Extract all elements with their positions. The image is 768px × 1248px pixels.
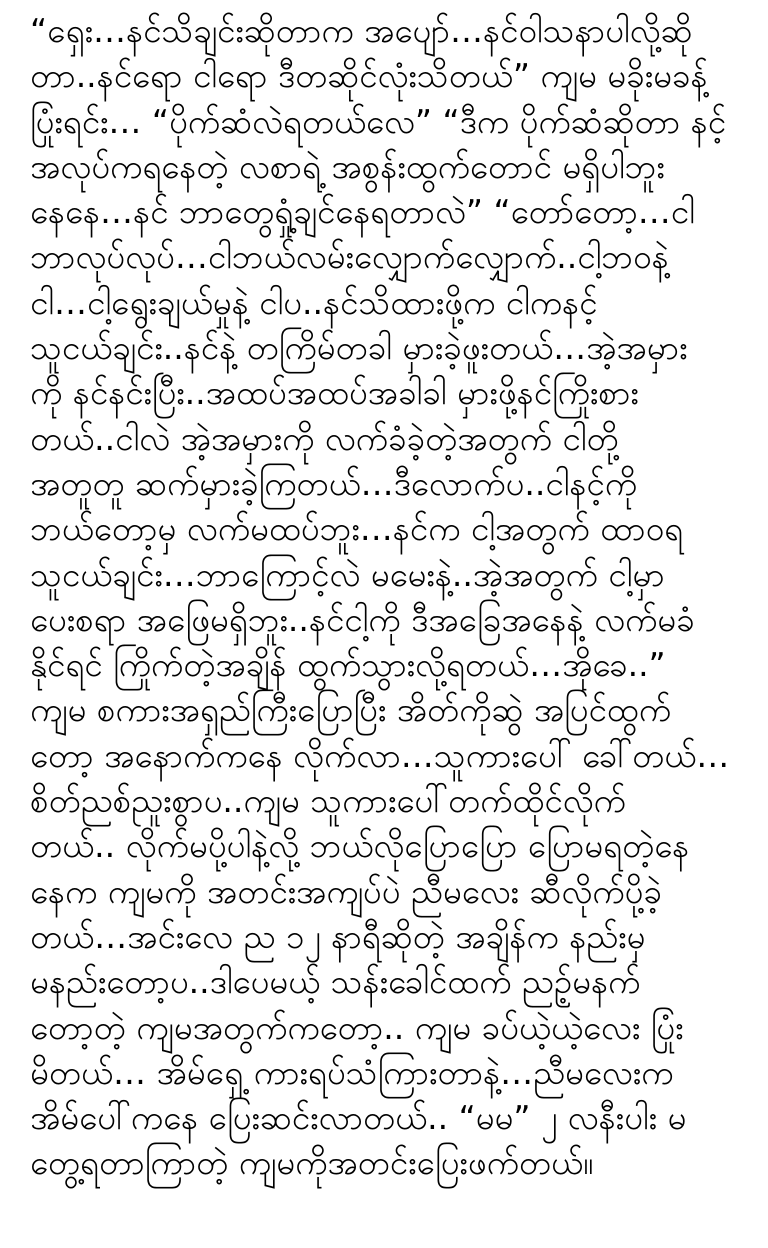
text-line-3: ပြုံးရင်း… “ပိုက်ဆံလဲရတယ်လေ” “ဒီက ပိုက်ဆံဆိုတာ နင့် — [30, 101, 727, 141]
text-line-24: မိတယ်… အိမ်ရှေ့ ကားရပ်သံကြားတာနဲ့…ညီမလေးက — [30, 1052, 674, 1092]
text-line-18: စိတ်ညစ်ညူးစွာပ..ကျမ သူကားပေါ်တက်ထိုင်လိုက် — [30, 781, 626, 821]
text-line-22: မနည်းတော့ပ..ဒါပေမယ့် သန်းခေါင်ထက် ညဥ့်မနက် — [30, 962, 641, 1002]
text-line-5: နေနေ…နင် ဘာတွေရှုံ့ချင်နေရတာလဲ” “တော်တော့…ငါ — [30, 192, 695, 232]
text-line-1: “ရှေး…နင်သိချင်းဆိုတာက အပျော်…နင်ဝါသနာပါလို့ဆို — [30, 11, 693, 50]
story-text — [30, 8, 738, 1186]
text-line-20: နေက ကျမကို အတင်းအကျပ်ပဲ ညီမလေး ဆီလိုက်ပို့ခဲ့ — [30, 871, 662, 911]
text-line-2: တာ..နင်ရော ငါရော ဒီတဆိုင်လုံးသိတယ်” ကျမ မခိုးမခန့် — [30, 56, 708, 96]
text-line-14: ပေးစရာ အဖြေမရှိဘူး..နင်ငါ့ကို ဒီအခြေအနေနဲ့ လက်မခံ — [30, 599, 695, 639]
text-line-23: တော့တဲ့ ကျမအတွက်ကတော့.. ကျမ ခပ်ယဲ့ယဲ့လေး ပြုံး — [30, 1007, 684, 1047]
text-line-16: ကျမ စကားအရှည်ကြီးပြောပြီး အိတ်ကိုဆွဲ အပြင်ထွက် — [30, 690, 672, 730]
text-line-13: သူငယ်ချင်း…ဘာကြောင့်လဲ မမေးနဲ့..အဲ့အတွက် ငါ့မှာ — [30, 554, 665, 594]
text-line-7: ငါ…ငါ့ရွေးချယ်မှုနဲ့ ငါပ..နင်သိထားဖို့က ငါကနင့် — [30, 282, 598, 322]
text-line-11: အတူတူ ဆက်မှားခဲ့ကြတယ်…ဒီလောက်ပ..ငါနင့်ကို — [30, 463, 638, 503]
text-line-8: သူငယ်ချင်း..နင်နဲ့ တကြိမ်တခါ မှားခဲ့ဖူးတယ်…အဲ့အမှား — [30, 328, 688, 368]
text-line-25: အိမ်ပေါ်ကနေ ပြေးဆင်းလာတယ်.. “မမ” ၂ လနီးပါး မ — [30, 1098, 687, 1138]
text-line-4: အလုပ်ကရနေတဲ့ လစာရဲ့ အစွန်းထွက်တောင် မရှိပါဘူး — [30, 146, 665, 186]
text-line-10: တယ်..ငါလဲ အဲ့အမှားကို လက်ခံခဲ့တဲ့အတွက် ငါတို့ — [30, 418, 619, 458]
text-line-6: ဘာလုပ်လုပ်…ငါဘယ်လမ်းလျှောက်လျှောက်..ငါ့ဘဝနဲ့ — [30, 237, 669, 277]
text-line-17: တော့ အနောက်ကနေ လိုက်လာ…သူကားပေါ် ခေါ်တယ်… — [30, 735, 730, 775]
text-line-19: တယ်.. လိုက်မပို့ပါနဲ့လို့ ဘယ်လိုပြောပြော ပြောမရတဲ့နေ — [30, 826, 690, 866]
text-line-9: ကို နင်နင်းပြီး..အထပ်အထပ်အခါခါ မှားဖို့နင်ကြိုးစား — [30, 373, 639, 413]
text-line-12: ဘယ်တော့မှ လက်မထပ်ဘူး…နင်က ငါ့အတွက် ထာဝရ — [30, 509, 684, 549]
text-line-21: တယ်…အင်းလေ ည ၁၂ နာရီဆိုတဲ့ အချိန်က နည်းမှ — [30, 916, 646, 956]
text-line-15: နိုင်ရင် ကြိုက်တဲ့အချိန် ထွက်သွားလို့ရတယ်…အိုခေ..” — [30, 645, 666, 685]
text-line-26: တွေ့ရတာကြာတဲ့ ကျမကိုအတင်းပြေးဖက်တယ်။ — [30, 1143, 594, 1183]
